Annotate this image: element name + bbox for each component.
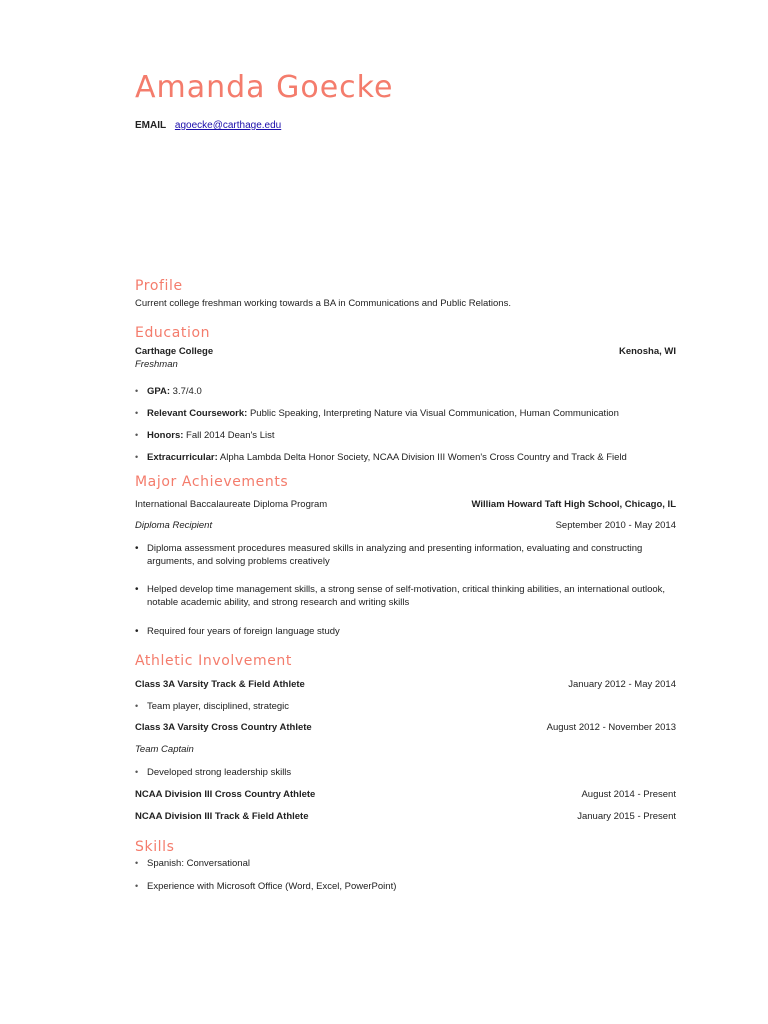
bullet-icon: •	[135, 430, 139, 440]
achievement-program: International Baccalaureate Diploma Program	[135, 499, 328, 510]
athletic-entry-title: Class 3A Varsity Track & Field Athlete	[135, 679, 305, 690]
athletic-role: Team Captain	[135, 744, 194, 755]
resume-name: Amanda Goecke	[135, 70, 394, 105]
section-title-achievements: Major Achievements	[135, 474, 289, 490]
email-row	[135, 120, 281, 131]
list-item: • Experience with Microsoft Office (Word, Excel, PowerPoint)	[135, 881, 397, 892]
list-item: • GPA: 3.7/4.0	[135, 386, 202, 397]
section-title-skills: Skills	[135, 839, 175, 855]
bullet-icon: •	[135, 584, 139, 595]
list-item: • Developed strong leadership skills	[135, 767, 292, 778]
achievement-dates: September 2010 - May 2014	[555, 520, 676, 531]
list-item: • Honors: Fall 2014 Dean's List	[135, 430, 275, 441]
section-title-profile: Profile	[135, 278, 183, 294]
list-item: • Extracurricular: Alpha Lambda Delta Honor Society, NCAA Division III Women's Cross Country and Track & Field	[135, 452, 627, 463]
list-item: • Diploma assessment procedures measured skills in analyzing and presenting information, evaluating and constructing arguments, and solving problems creatively	[135, 543, 643, 567]
bullet-icon: •	[135, 701, 139, 711]
bullet-icon: •	[135, 881, 139, 891]
bullet-icon: •	[135, 858, 139, 868]
list-item: • Team player, disciplined, strategic	[135, 701, 290, 712]
list-item: • Relevant Coursework: Public Speaking, Interpreting Nature via Visual Communication, Human Communication	[135, 408, 619, 419]
education-status: Freshman	[135, 359, 178, 370]
athletic-entry-dates: January 2015 - Present	[577, 811, 676, 822]
athletic-entry-title: Class 3A Varsity Cross Country Athlete	[135, 722, 312, 733]
athletic-entry-dates: January 2012 - May 2014	[568, 679, 676, 690]
bullet-icon: •	[135, 626, 139, 637]
email-label: EMAIL	[135, 120, 167, 131]
bullet-icon: •	[135, 452, 139, 462]
athletic-entry-title: NCAA Division III Track & Field Athlete	[135, 811, 309, 822]
bullet-icon: •	[135, 386, 139, 396]
bullet-icon: •	[135, 408, 139, 418]
education-location: Kenosha, WI	[618, 346, 676, 357]
bullet-icon: •	[135, 543, 139, 554]
section-title-education: Education	[135, 325, 211, 341]
list-item: • Helped develop time management skills, a strong sense of self-motivation, critical thinking abilities, an international outlook, notable academic ability, and strong research and writing skills	[135, 584, 666, 608]
achievement-role: Diploma Recipient	[135, 520, 213, 531]
athletic-entry-title: NCAA Division III Cross Country Athlete	[135, 789, 316, 800]
bullet-icon: •	[135, 767, 139, 777]
athletic-entry-dates: August 2012 - November 2013	[546, 722, 676, 733]
profile-text: Current college freshman working towards a BA in Communications and Public Relations.	[135, 298, 511, 309]
achievement-school: William Howard Taft High School, Chicago, IL	[471, 499, 676, 510]
athletic-entry-dates: August 2014 - Present	[581, 789, 676, 800]
list-item: • Required four years of foreign language study	[135, 626, 340, 637]
education-school: Carthage College	[135, 346, 214, 357]
section-title-athletics: Athletic Involvement	[135, 653, 292, 669]
list-item: • Spanish: Conversational	[135, 858, 250, 869]
email-link[interactable]: agoecke@carthage.edu	[174, 120, 282, 131]
